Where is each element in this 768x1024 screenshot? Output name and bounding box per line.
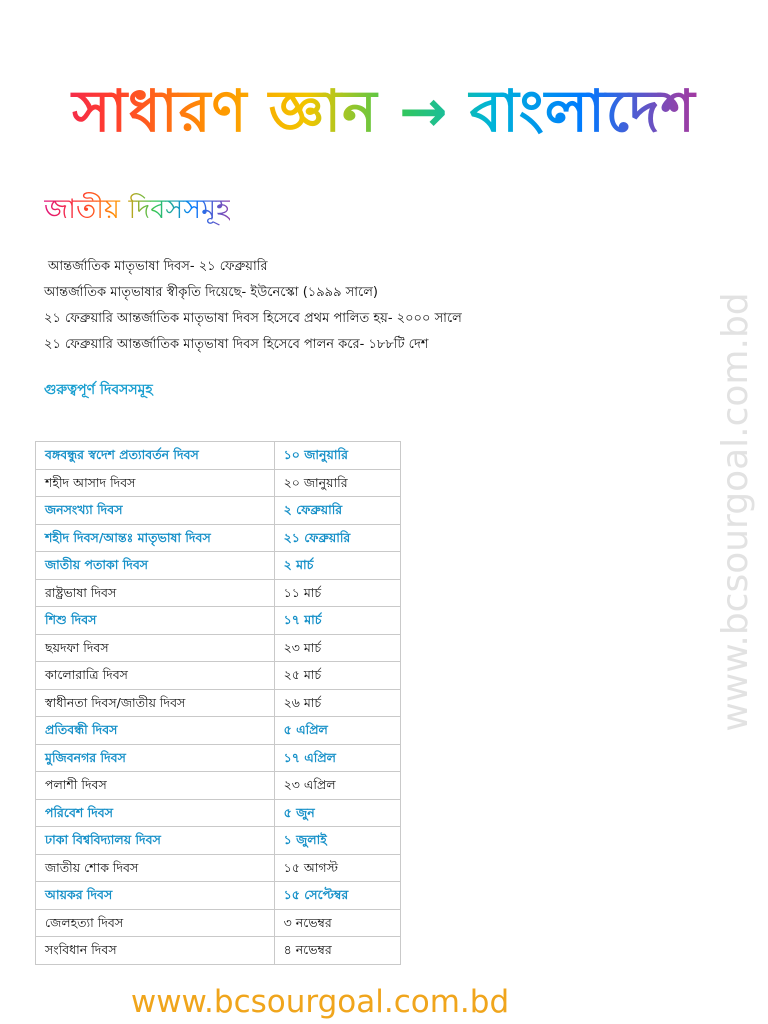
day-name: শহীদ আসাদ দিবস <box>36 469 275 497</box>
table-row <box>36 772 401 800</box>
day-name: স্বাধীনতা দিবস/জাতীয় দিবস <box>36 689 275 717</box>
day-date: ১ জুলাই <box>274 827 400 855</box>
table-row <box>36 662 401 690</box>
day-name: পলাশী দিবস <box>36 772 275 800</box>
day-date: ৪ নভেম্বর <box>274 937 400 965</box>
day-date: ২৩ এপ্রিল <box>274 772 400 800</box>
day-name: সংবিধান দিবস <box>36 937 275 965</box>
table-row <box>36 799 401 827</box>
day-name: জাতীয় শোক দিবস <box>36 854 275 882</box>
fact-line: আন্তর্জাতিক মাতৃভাষা দিবস- ২১ ফেব্রুয়ারি <box>48 259 268 274</box>
day-date: ২০ জানুয়ারি <box>274 469 400 497</box>
day-name: শিশু দিবস <box>36 607 275 635</box>
day-name: বঙ্গবন্ধুর স্বদেশ প্রত্যাবর্তন দিবস <box>36 442 275 470</box>
day-date: ২৬ মার্চ <box>274 689 400 717</box>
day-date: ৫ এপ্রিল <box>274 717 400 745</box>
table-row <box>36 579 401 607</box>
day-name: আয়কর দিবস <box>36 882 275 910</box>
table-row <box>36 524 401 552</box>
table-row <box>36 552 401 580</box>
fact-line: ২১ ফেব্রুয়ারি আন্তর্জাতিক মাতৃভাষা দিবস হিসেবে পালন করে- ১৮৮টি দেশ <box>44 337 429 352</box>
day-date: ১১ মার্চ <box>274 579 400 607</box>
table-row <box>36 744 401 772</box>
table-row <box>36 882 401 910</box>
day-name: জনসংখ্যা দিবস <box>36 497 275 525</box>
important-days-table <box>35 441 401 965</box>
table-row <box>36 634 401 662</box>
fact-line: ২১ ফেব্রুয়ারি আন্তর্জাতিক মাতৃভাষা দিবস হিসেবে প্রথম পালিত হয়- ২০০০ সালে <box>44 311 462 326</box>
day-name: পরিবেশ দিবস <box>36 799 275 827</box>
table-row <box>36 442 401 470</box>
watermark-text: www.bcsourgoal.com.bd <box>715 292 756 732</box>
fact-line: আন্তর্জাতিক মাতৃভাষার স্বীকৃতি দিয়েছে- ইউনেস্কো (১৯৯৯ সালে) <box>44 285 378 300</box>
day-date: ২ মার্চ <box>274 552 400 580</box>
day-name: শহীদ দিবস/আন্তঃ মাতৃভাষা দিবস <box>36 524 275 552</box>
day-date: ৩ নভেম্বর <box>274 909 400 937</box>
watermark <box>715 256 756 768</box>
day-name: ছয়দফা দিবস <box>36 634 275 662</box>
facts-list <box>44 254 584 358</box>
day-date: ২ ফেব্রুয়ারি <box>274 497 400 525</box>
day-date: ১৭ মার্চ <box>274 607 400 635</box>
day-name: প্রতিবন্ধী দিবস <box>36 717 275 745</box>
day-name: মুজিবনগর দিবস <box>36 744 275 772</box>
day-name: রাষ্ট্রভাষা দিবস <box>36 579 275 607</box>
section-heading-national-days: জাতীয় দিবসসমূহ <box>44 188 230 232</box>
subheading-important-days: গুরুত্বপূর্ণ দিবসসমূহ <box>44 382 153 398</box>
day-date: ২৫ মার্চ <box>274 662 400 690</box>
day-date: ২৩ মার্চ <box>274 634 400 662</box>
table-row <box>36 937 401 965</box>
table-row <box>36 607 401 635</box>
day-name: ঢাকা বিশ্ববিদ্যালয় দিবস <box>36 827 275 855</box>
footer-url-link[interactable]: www.bcsourgoal.com.bd <box>130 984 510 1020</box>
day-date: ১৫ আগস্ট <box>274 854 400 882</box>
day-date: ৫ জুন <box>274 799 400 827</box>
day-date: ১০ জানুয়ারি <box>274 442 400 470</box>
table-row <box>36 497 401 525</box>
day-name: জেলহত্যা দিবস <box>36 909 275 937</box>
day-date: ১৫ সেপ্টেম্বর <box>274 882 400 910</box>
day-name: কালোরাত্রি দিবস <box>36 662 275 690</box>
table-row <box>36 827 401 855</box>
day-date: ২১ ফেব্রুয়ারি <box>274 524 400 552</box>
table-row <box>36 909 401 937</box>
table-row <box>36 717 401 745</box>
page-title: সাধারণ জ্ঞান → বাংলাদেশ <box>0 66 768 156</box>
table-row <box>36 689 401 717</box>
day-name: জাতীয় পতাকা দিবস <box>36 552 275 580</box>
table-row <box>36 469 401 497</box>
table-row <box>36 854 401 882</box>
day-date: ১৭ এপ্রিল <box>274 744 400 772</box>
